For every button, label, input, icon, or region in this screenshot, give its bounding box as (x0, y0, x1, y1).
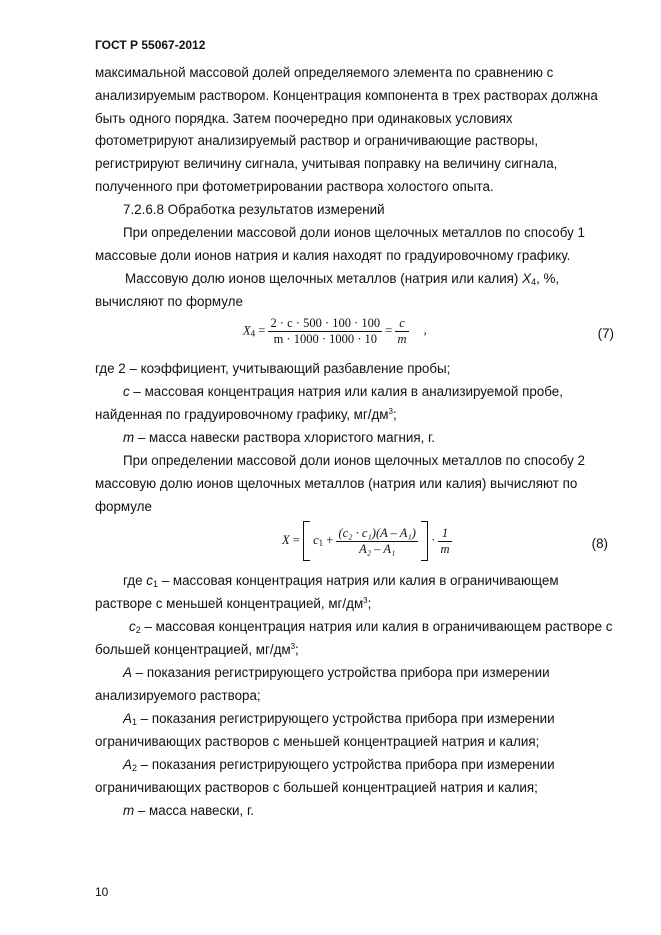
superscript: 3 (290, 641, 296, 651)
plus-sign: + (326, 532, 334, 547)
denominator: m · 1000 · 1000 · 10 (268, 331, 382, 347)
formula-8 (282, 521, 452, 561)
variable-c1: c (313, 532, 319, 547)
text-run: найденная по градуировочному графику, мг/дм (95, 406, 389, 422)
text-line: При определении массовой доли ионов щелочных металлов по способу 2 (123, 453, 585, 468)
text-run: , %, (536, 271, 560, 286)
variable-m: m (123, 803, 135, 818)
punctuation: ; (367, 595, 372, 611)
legend-A1 (95, 708, 614, 754)
text-run: – массовая концентрация натрия или калия в ограничивающем растворе с (140, 619, 613, 634)
text-run: – массовая концентрация натрия или калия в ограничивающем (157, 573, 559, 588)
fraction (336, 526, 417, 557)
variable-a: A (123, 711, 132, 726)
equals-sign: = (258, 323, 266, 338)
variable-c: c (146, 573, 153, 588)
paragraph-formula7-intro (95, 268, 614, 314)
punctuation: ; (392, 406, 397, 422)
subscript: 4 (531, 277, 537, 287)
punctuation: ; (295, 641, 299, 657)
legend-m (95, 427, 642, 450)
formula-lhs: X (282, 532, 290, 547)
denominator: m (440, 541, 450, 556)
legend-m-sample (95, 800, 642, 823)
text-line: ограничивающих растворов с меньшей концентрацией натрия и калия; (95, 733, 540, 749)
text-line: быть одного порядка. Затем поочередно при одинаковых условиях (95, 110, 513, 126)
variable-m: m (123, 430, 135, 445)
text-line: массовую долю ионов щелочных металлов (натрия или калия) вычисляют по (95, 475, 578, 491)
equation-number-7: (7) (597, 326, 614, 341)
subscript: 2 (131, 763, 137, 773)
variable-a: A (123, 757, 132, 772)
text-run: – показания регистрирующего устройства прибора при измерении (131, 665, 550, 680)
denominator: A₂ – A₁ (336, 541, 417, 557)
subscript: 1 (318, 537, 324, 548)
subscript: 1 (152, 579, 158, 589)
text-line: регистрируют величину сигнала, учитывая поправку на величину сигнала, (95, 156, 558, 172)
variable-c: c (123, 384, 130, 399)
text-line: фотометрируют анализируемый раствор и ограничивающие растворы, (95, 133, 539, 149)
paragraph-continuation (95, 62, 614, 199)
legend-c1 (95, 570, 614, 616)
legend-coefficient: где 2 – коэффициент, учитывающий разбавление пробы; (95, 361, 451, 376)
subscript: 2 (135, 625, 141, 635)
numerator: 1 (441, 525, 449, 540)
variable-c: c (129, 619, 136, 634)
denominator: m (397, 332, 407, 346)
legend-c (95, 381, 614, 427)
legend-A (95, 662, 614, 708)
text-line (95, 662, 614, 685)
paragraph-method-1 (95, 222, 614, 268)
text-line: анализируемого раствора; (95, 687, 261, 703)
text-line (95, 616, 614, 639)
variable-x: X (522, 271, 532, 286)
text-run: где (123, 573, 147, 588)
subscript: 1 (131, 717, 137, 727)
formula-7 (243, 316, 427, 347)
subscript: 4 (250, 328, 256, 339)
text-run: большей концентрацией, мг/дм (95, 641, 291, 657)
text-line (95, 268, 614, 291)
text-line (95, 639, 614, 662)
legend-A2 (95, 754, 614, 800)
fraction (438, 526, 451, 557)
text-run: – массовая концентрация натрия или калия в анализируемой пробе, (129, 384, 563, 399)
fraction (395, 316, 408, 347)
page-number: 10 (95, 885, 109, 899)
equals-sign: = (385, 323, 393, 338)
formula-lhs: X (243, 323, 251, 338)
text-run: – показания регистрирующего устройства прибора при измерении (136, 711, 555, 726)
paragraph-method-2 (95, 450, 614, 518)
equation-number-8: (8) (591, 536, 608, 551)
text-line: формуле (95, 498, 152, 514)
multiply-dot: · (431, 532, 436, 547)
equals-sign: = (292, 532, 300, 547)
text-line (95, 708, 614, 731)
right-bracket (421, 521, 428, 561)
variable-a: A (123, 665, 132, 680)
text-run: Массовую долю ионов щелочных металлов (натрия или калия) (125, 271, 523, 286)
text-line (95, 593, 614, 616)
text-line (95, 404, 614, 427)
text-line (95, 754, 614, 777)
text-line (95, 381, 614, 404)
punctuation: , (423, 323, 427, 338)
numerator: c (399, 316, 405, 330)
text-line: При определении массовой доли ионов щелочных металлов по способу 1 (123, 225, 585, 240)
text-run: растворе с меньшей концентрацией, мг/дм (95, 595, 364, 611)
text-line (95, 570, 614, 593)
numerator: (c₂ · c₁)(A – A₁) (338, 525, 416, 540)
text-run: – показания регистрирующего устройства прибора при измерении (136, 757, 555, 772)
text-line: вычисляют по формуле (95, 293, 243, 309)
text-line: максимальной массовой долей определяемого элемента по сравнению с (95, 65, 554, 80)
section-heading: 7.2.6.8 Обработка результатов измерений (123, 202, 385, 217)
text-line: массовые доли ионов натрия и калия находят по градуировочному графику. (95, 247, 571, 263)
text-run: – масса навески, г. (134, 803, 254, 818)
superscript: 3 (363, 595, 368, 605)
legend-c2 (95, 616, 614, 662)
superscript: 3 (388, 406, 393, 416)
document-header: ГОСТ Р 55067-2012 (95, 38, 206, 52)
numerator: 2 · c · 500 · 100 · 100 (270, 316, 381, 330)
text-line: анализируемым раствором. Концентрация компонента в трех растворах должна (95, 87, 598, 103)
text-line: ограничивающих растворов с большей концентрацией натрия и калия; (95, 779, 538, 795)
left-bracket (303, 521, 310, 561)
fraction (268, 316, 382, 347)
text-run: – масса навески раствора хлористого магния, г. (134, 430, 435, 445)
text-line: полученного при фотометрировании раствора холостого опыта. (95, 178, 494, 194)
